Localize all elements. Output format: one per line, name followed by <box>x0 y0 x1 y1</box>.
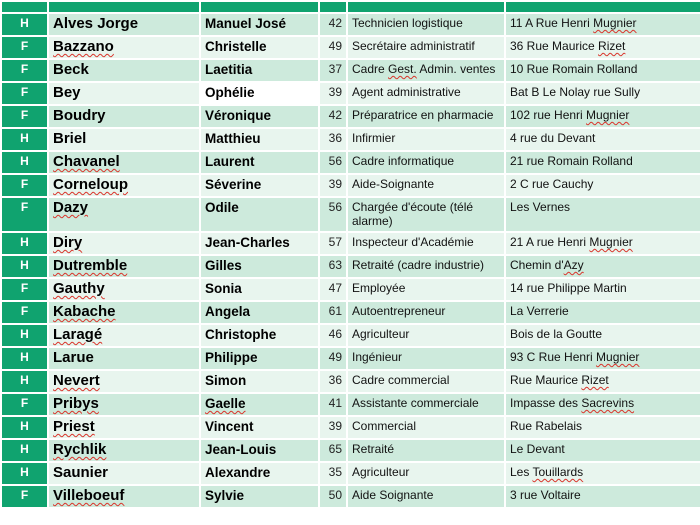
last-name: Nevert <box>53 372 100 389</box>
last-name-cell <box>48 232 200 255</box>
last-name: Pribys <box>53 395 99 412</box>
profession-cell <box>347 128 505 151</box>
address-cell <box>505 278 700 301</box>
profession: Cadre commercial <box>352 373 450 387</box>
profession-cell <box>347 59 505 82</box>
profession: Agriculteur <box>352 327 410 341</box>
profession: Secrétaire administratif <box>352 39 475 53</box>
age-cell: 49 <box>319 36 347 59</box>
profession-part: Admin. ventes <box>416 62 496 76</box>
header-cell <box>200 1 319 13</box>
first-name-cell <box>200 393 319 416</box>
header-cell <box>319 1 347 13</box>
address-cell <box>505 197 700 232</box>
first-name: Manuel José <box>205 16 287 31</box>
address-cell <box>505 232 700 255</box>
first-name: Gilles <box>205 258 242 273</box>
profession-cell <box>347 82 505 105</box>
address-cell <box>505 393 700 416</box>
sex-cell: H <box>1 416 48 439</box>
table-row <box>1 197 700 232</box>
table-row <box>1 347 700 370</box>
address-cell <box>505 462 700 485</box>
first-name-cell <box>200 301 319 324</box>
profession-cell <box>347 324 505 347</box>
profession-cell <box>347 255 505 278</box>
address: 2 C rue Cauchy <box>510 177 594 191</box>
first-name: Véronique <box>205 108 272 123</box>
address-cell <box>505 36 700 59</box>
profession: Retraité (cadre industrie) <box>352 258 485 272</box>
age-cell: 56 <box>319 197 347 232</box>
address-part-flagged: Mugnier <box>596 350 640 364</box>
first-name: Séverine <box>205 177 262 192</box>
table-row <box>1 370 700 393</box>
age-cell: 39 <box>319 174 347 197</box>
header-cell <box>48 1 200 13</box>
first-name-cell <box>200 128 319 151</box>
age-cell: 42 <box>319 13 347 36</box>
last-name: Villeboeuf <box>53 487 125 504</box>
profession: Technicien logistique <box>352 16 463 30</box>
sex-cell: F <box>1 278 48 301</box>
profession-cell <box>347 232 505 255</box>
last-name-cell <box>48 197 200 232</box>
table-row <box>1 439 700 462</box>
address-part-flagged: Rizet <box>581 373 609 387</box>
header-cell <box>1 1 48 13</box>
profession: Aide-Soignante <box>352 177 435 191</box>
address-part-flagged: Sacrevins <box>581 396 635 410</box>
last-name: Beck <box>53 61 89 78</box>
first-name-cell <box>200 485 319 508</box>
profession: Chargée d'écoute (télé alarme) <box>352 200 474 228</box>
first-name: Philippe <box>205 350 258 365</box>
address-cell <box>505 105 700 128</box>
address: La Verrerie <box>510 304 569 318</box>
address-part: 36 Rue Maurice <box>510 39 599 53</box>
first-name-cell <box>200 82 319 105</box>
profession-cell <box>347 105 505 128</box>
last-name-cell <box>48 485 200 508</box>
sex-cell: H <box>1 128 48 151</box>
address-part: Impasse des <box>510 396 582 410</box>
profession: Employée <box>352 281 406 295</box>
sex-cell: F <box>1 485 48 508</box>
first-name: Christelle <box>205 39 267 54</box>
profession: Agriculteur <box>352 465 410 479</box>
first-name-cell <box>200 370 319 393</box>
last-name-cell <box>48 439 200 462</box>
address-cell <box>505 324 700 347</box>
address: 21 rue Romain Rolland <box>510 154 633 168</box>
address-cell <box>505 59 700 82</box>
profession-cell <box>347 278 505 301</box>
last-name-cell <box>48 151 200 174</box>
last-name-cell <box>48 278 200 301</box>
table-row <box>1 278 700 301</box>
last-name: Diry <box>53 234 83 251</box>
profession-cell <box>347 416 505 439</box>
profession-part: Cadre <box>352 62 389 76</box>
profession: Retraité <box>352 442 395 456</box>
age-cell: 39 <box>319 416 347 439</box>
address: Bois de la Goutte <box>510 327 603 341</box>
last-name-cell <box>48 82 200 105</box>
address-part: Rue Maurice <box>510 373 582 387</box>
age-cell: 65 <box>319 439 347 462</box>
sex-cell: H <box>1 151 48 174</box>
first-name: Christophe <box>205 327 277 342</box>
first-name: Laetitia <box>205 62 253 77</box>
sex-cell: H <box>1 439 48 462</box>
table-row <box>1 13 700 36</box>
age-cell: 41 <box>319 393 347 416</box>
table-row <box>1 462 700 485</box>
age-cell: 50 <box>319 485 347 508</box>
table-row <box>1 128 700 151</box>
table-row <box>1 232 700 255</box>
profession: Infirmier <box>352 131 396 145</box>
profession-cell <box>347 197 505 232</box>
last-name: Larue <box>53 349 94 366</box>
age-cell: 57 <box>319 232 347 255</box>
last-name-cell <box>48 370 200 393</box>
age-cell: 39 <box>319 82 347 105</box>
address: 14 rue Philippe Martin <box>510 281 627 295</box>
header-cell <box>347 1 505 13</box>
address-part-flagged: Mugnier <box>589 235 633 249</box>
address: 4 rue du Devant <box>510 131 596 145</box>
first-name: Matthieu <box>205 131 261 146</box>
profession-cell <box>347 301 505 324</box>
last-name: Kabache <box>53 303 116 320</box>
address-cell <box>505 301 700 324</box>
first-name: Sylvie <box>205 488 245 503</box>
profession-cell <box>347 36 505 59</box>
address-part-flagged: Touillards <box>532 465 584 479</box>
table-row <box>1 301 700 324</box>
first-name: Gaelle <box>205 396 246 411</box>
first-name: Sonia <box>205 281 242 296</box>
age-cell: 49 <box>319 347 347 370</box>
address-part-flagged: Rizet <box>598 39 626 53</box>
first-name-cell <box>200 462 319 485</box>
first-name-cell <box>200 347 319 370</box>
table-header-row <box>1 1 700 13</box>
address: Les Vernes <box>510 200 571 214</box>
table-row <box>1 105 700 128</box>
first-name: Simon <box>205 373 247 388</box>
address-part: 21 A rue Henri <box>510 235 590 249</box>
last-name-cell <box>48 13 200 36</box>
address-part: 11 A Rue Henri <box>510 16 594 30</box>
last-name-cell <box>48 347 200 370</box>
profession-cell <box>347 370 505 393</box>
last-name: Bazzano <box>53 38 114 55</box>
sex-cell: H <box>1 347 48 370</box>
age-cell: 42 <box>319 105 347 128</box>
sex-cell: F <box>1 82 48 105</box>
table-row <box>1 151 700 174</box>
table-row <box>1 416 700 439</box>
last-name-cell <box>48 174 200 197</box>
profession: Cadre informatique <box>352 154 455 168</box>
first-name-cell <box>200 36 319 59</box>
profession: Aide Soignante <box>352 488 434 502</box>
table-row <box>1 36 700 59</box>
first-name: Vincent <box>205 419 254 434</box>
address-part-flagged: Azy <box>563 258 584 272</box>
table-row <box>1 255 700 278</box>
age-cell: 56 <box>319 151 347 174</box>
profession: Ingénieur <box>352 350 403 364</box>
sex-cell: F <box>1 36 48 59</box>
last-name: Dazy <box>53 199 89 216</box>
profession-cell <box>347 174 505 197</box>
last-name: Rychlik <box>53 441 107 458</box>
address-cell <box>505 128 700 151</box>
profession-cell <box>347 347 505 370</box>
table-row <box>1 59 700 82</box>
last-name: Priest <box>53 418 95 435</box>
last-name-cell <box>48 416 200 439</box>
table-row <box>1 393 700 416</box>
last-name-cell <box>48 393 200 416</box>
address-part-flagged: Mugnier <box>586 108 630 122</box>
last-name: Corneloup <box>53 176 128 193</box>
sex-cell: H <box>1 370 48 393</box>
first-name: Alexandre <box>205 465 271 480</box>
address-part: Chemin d' <box>510 258 564 272</box>
member-table-body <box>1 1 700 508</box>
table-row <box>1 174 700 197</box>
sex-cell: H <box>1 462 48 485</box>
first-name-cell <box>200 324 319 347</box>
address: Bat B Le Nolay rue Sully <box>510 85 641 99</box>
last-name-cell <box>48 36 200 59</box>
table-row <box>1 82 700 105</box>
table-row <box>1 485 700 508</box>
sex-cell: H <box>1 324 48 347</box>
address-cell <box>505 485 700 508</box>
last-name: Bey <box>53 84 81 101</box>
sex-cell: F <box>1 393 48 416</box>
sex-cell: F <box>1 105 48 128</box>
profession-cell <box>347 393 505 416</box>
address-cell <box>505 416 700 439</box>
last-name: Laragé <box>53 326 103 343</box>
first-name-cell <box>200 197 319 232</box>
last-name-cell <box>48 105 200 128</box>
address: 10 Rue Romain Rolland <box>510 62 638 76</box>
profession: Agent administrative <box>352 85 461 99</box>
address-cell <box>505 82 700 105</box>
age-cell: 35 <box>319 462 347 485</box>
first-name: Jean-Charles <box>205 235 290 250</box>
age-cell: 46 <box>319 324 347 347</box>
sex-cell: H <box>1 255 48 278</box>
address-cell <box>505 439 700 462</box>
address: 3 rue Voltaire <box>510 488 581 502</box>
first-name: Odile <box>205 200 239 215</box>
last-name: Dutremble <box>53 257 128 274</box>
address-part-flagged: Mugnier <box>593 16 637 30</box>
sex-cell: H <box>1 13 48 36</box>
first-name-cell <box>200 278 319 301</box>
first-name-cell <box>200 13 319 36</box>
sex-cell: F <box>1 197 48 232</box>
last-name-cell <box>48 128 200 151</box>
address-part: Les <box>510 465 533 479</box>
last-name: Chavanel <box>53 153 120 170</box>
last-name-cell <box>48 462 200 485</box>
first-name-cell <box>200 59 319 82</box>
address-cell <box>505 13 700 36</box>
profession-cell <box>347 439 505 462</box>
profession-cell <box>347 462 505 485</box>
sex-cell: F <box>1 174 48 197</box>
first-name: Jean-Louis <box>205 442 277 457</box>
profession: Préparatrice en pharmacie <box>352 108 494 122</box>
age-cell: 47 <box>319 278 347 301</box>
header-cell <box>505 1 700 13</box>
first-name: Ophélie <box>205 85 255 100</box>
first-name-cell <box>200 416 319 439</box>
last-name-cell <box>48 301 200 324</box>
profession: Autoentrepreneur <box>352 304 446 318</box>
address-cell <box>505 174 700 197</box>
last-name: Boudry <box>53 107 106 124</box>
age-cell: 36 <box>319 128 347 151</box>
first-name-cell <box>200 255 319 278</box>
last-name-cell <box>48 255 200 278</box>
address-cell <box>505 151 700 174</box>
age-cell: 61 <box>319 301 347 324</box>
last-name: Briel <box>53 130 87 147</box>
sex-cell: H <box>1 232 48 255</box>
first-name: Laurent <box>205 154 255 169</box>
age-cell: 36 <box>319 370 347 393</box>
address: Rue Rabelais <box>510 419 583 433</box>
first-name-cell <box>200 105 319 128</box>
first-name-cell <box>200 439 319 462</box>
age-cell: 37 <box>319 59 347 82</box>
profession-part-flagged: Gest. <box>388 62 417 76</box>
address-part: 93 C Rue Henri <box>510 350 597 364</box>
first-name-cell <box>200 232 319 255</box>
first-name: Angela <box>205 304 251 319</box>
last-name: Alves Jorge <box>53 15 139 32</box>
address-cell <box>505 347 700 370</box>
last-name-cell <box>48 324 200 347</box>
address-part: 102 rue Henri <box>510 108 587 122</box>
age-cell: 63 <box>319 255 347 278</box>
address-cell <box>505 370 700 393</box>
last-name-cell <box>48 59 200 82</box>
first-name-cell <box>200 174 319 197</box>
profession-cell <box>347 151 505 174</box>
table-row <box>1 324 700 347</box>
sex-cell: F <box>1 59 48 82</box>
address-cell <box>505 255 700 278</box>
first-name-cell <box>200 151 319 174</box>
address: Le Devant <box>510 442 565 456</box>
profession-cell <box>347 485 505 508</box>
last-name: Saunier <box>53 464 109 481</box>
profession: Inspecteur d'Académie <box>352 235 474 249</box>
sex-cell: F <box>1 301 48 324</box>
profession: Commercial <box>352 419 417 433</box>
profession-cell <box>347 13 505 36</box>
last-name: Gauthy <box>53 280 105 297</box>
profession: Assistante commerciale <box>352 396 479 410</box>
